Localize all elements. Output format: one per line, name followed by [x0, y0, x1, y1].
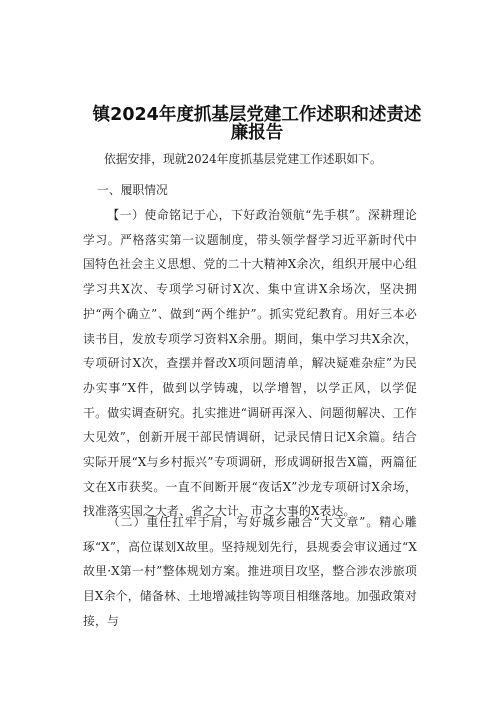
- intro-paragraph: 依据安排，现就2024年度抓基层党建工作述职如下。: [104, 152, 382, 166]
- body-paragraph: [83, 203, 417, 524]
- paragraph-text: （二）重任扛牢于肩，写好城乡融合“大文章”。精心雕琢“X”，高位谋划X故里。坚持规划先行，县规委会审议通过“X故里·X第一村”整体规划方案。推进项目攻坚，整合涉农涉旅项目X余个，储备林、土地增减挂钩等项目相继落地。加强政策对接，与: [83, 515, 417, 628]
- section-heading: 一、履职情况: [97, 183, 168, 197]
- body-paragraph: [83, 510, 417, 634]
- document-title: 镇2024年度抓基层党建工作述职和述责述廉报告: [92, 105, 422, 143]
- paragraph-text: 【一）使命铭记于心，下好政治领航“先手棋”。深耕理论学习。严格落实第一议题制度，带头领学督学习近平新时代中国特色社会主义思想、党的二十大精神X余次，组织开展中心组学习共X次、专项学习研讨X次、集中宣讲X余场次，坚决拥护“两个确立”、做到“两个维护”。抓实党纪教育。用好三本必读书目，发放专项学习资料X余册。期间，集中学习共X余次，专项研讨X次，查摆并督改X项问题清单，解决疑难杂症”为民办实事”X件，做到以学铸魂，以学增智，以学正风，以学促干。做实调查研究。扎实推进“调研再深入、问题彻解决、工作大见效”，创新开展干部民情调研，记录民情日记X余篇。结合实际开展“X与乡村振兴”专项调研，形成调研报告X篇，两篇征文在X市获奖。一直不间断开展“夜话X”沙龙专项研讨X余场，找准落实国之大者、省之大计、市之大事的X表达。: [83, 208, 417, 519]
